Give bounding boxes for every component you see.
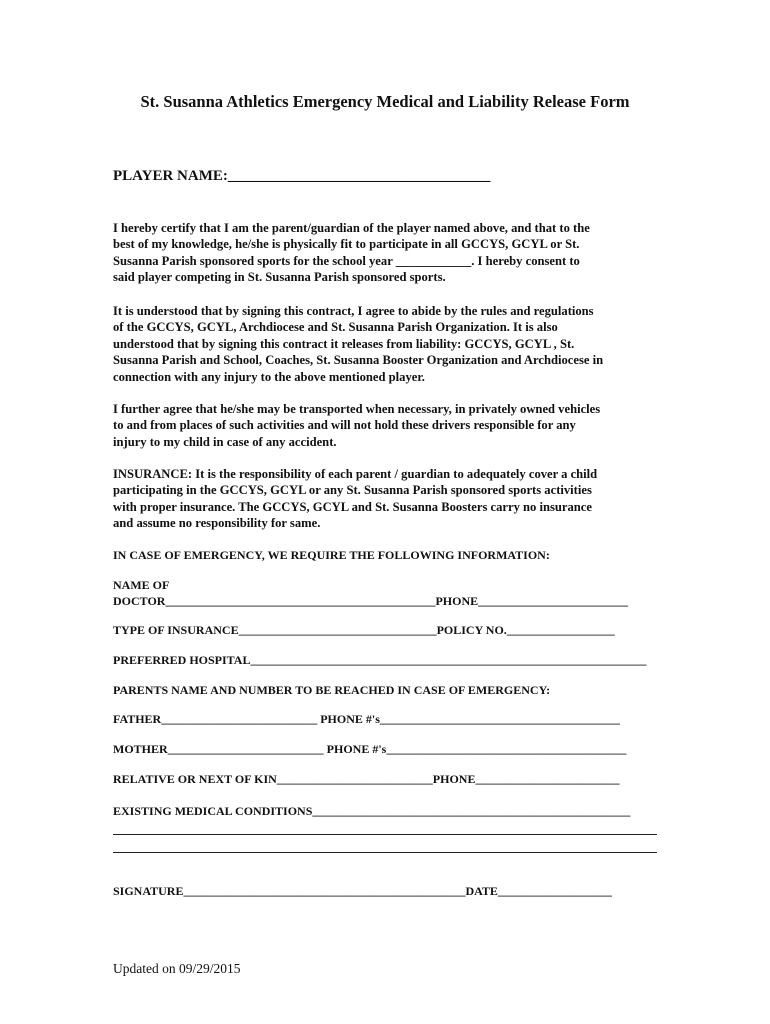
form-title: St. Susanna Athletics Emergency Medical and Liability Release Form bbox=[140, 92, 630, 111]
transport-paragraph bbox=[113, 401, 673, 450]
transport-line: injury to my child in case of any accident. bbox=[113, 434, 337, 449]
father-phone-field[interactable]: FATHER__________________________ PHONE #'s________________________________________ bbox=[113, 712, 620, 726]
insurance-line: participating in the GCCYS, GCYL or any St. Susanna Parish sponsored sports activities bbox=[113, 483, 592, 498]
certify-line: said player competing in St. Susanna Parish sponsored sports. bbox=[113, 270, 446, 285]
insurance-line: and assume no responsibility for same. bbox=[113, 516, 321, 531]
insurance-line: INSURANCE: It is the responsibility of each parent / guardian to adequately cover a child bbox=[113, 467, 598, 481]
emergency-header: IN CASE OF EMERGENCY, WE REQUIRE THE FOLLOWING INFORMATION: bbox=[113, 548, 550, 562]
liability-line: understood that by signing this contract it releases from liability: GCCYS, GCYL , St. bbox=[113, 336, 575, 351]
certify-line: Susanna Parish sponsored sports for the school year ____________. I hereby consent to bbox=[113, 253, 580, 268]
medical-conditions-line[interactable] bbox=[113, 834, 657, 835]
liability-line: connection with any injury to the above mentioned player. bbox=[113, 369, 425, 384]
insurance-paragraph bbox=[113, 466, 673, 532]
relative-phone-field[interactable]: RELATIVE OR NEXT OF KIN__________________________PHONE________________________ bbox=[113, 772, 620, 786]
parents-header: PARENTS NAME AND NUMBER TO BE REACHED IN CASE OF EMERGENCY: bbox=[113, 683, 551, 697]
medical-conditions-field[interactable]: EXISTING MEDICAL CONDITIONS_____________________________________________________ bbox=[113, 804, 631, 818]
liability-line: of the GCCYS, GCYL, Archdiocese and St. Susanna Parish Organization. It is also bbox=[113, 320, 558, 335]
signature-date-field[interactable]: SIGNATURE_______________________________________________DATE___________________ bbox=[113, 884, 612, 898]
liability-paragraph bbox=[113, 303, 673, 385]
mother-phone-field[interactable]: MOTHER__________________________ PHONE #'s________________________________________ bbox=[113, 742, 627, 756]
medical-conditions-line[interactable] bbox=[113, 852, 657, 853]
name-of-label: NAME OF bbox=[113, 578, 170, 592]
preferred-hospital-field[interactable]: PREFERRED HOSPITAL__________________________________________________________________ bbox=[113, 653, 647, 667]
player-name-field[interactable]: PLAYER NAME:___________________________________ bbox=[113, 168, 491, 184]
certify-line: I hereby certify that I am the parent/guardian of the player named above, and that to the bbox=[113, 221, 590, 235]
transport-line: to and from places of such activities and will not hold these drivers responsible for any bbox=[113, 418, 576, 433]
insurance-line: with proper insurance. The GCCYS, GCYL and St. Susanna Boosters carry no insurance bbox=[113, 499, 592, 514]
liability-line: It is understood that by signing this contract, I agree to abide by the rules and regulations bbox=[113, 304, 594, 318]
certify-paragraph bbox=[113, 220, 673, 286]
doctor-phone-field[interactable]: DOCTOR_____________________________________________PHONE_________________________ bbox=[113, 594, 629, 608]
updated-date: Updated on 09/29/2015 bbox=[113, 961, 241, 976]
certify-line: best of my knowledge, he/she is physically fit to participate in all GCCYS, GCYL or St. bbox=[113, 237, 580, 252]
transport-line: I further agree that he/she may be transported when necessary, in privately owned vehicles bbox=[113, 402, 601, 416]
insurance-policy-field[interactable]: TYPE OF INSURANCE_________________________________POLICY NO.__________________ bbox=[113, 623, 615, 637]
liability-line: Susanna Parish and School, Coaches, St. Susanna Booster Organization and Archdiocese in bbox=[113, 353, 604, 368]
